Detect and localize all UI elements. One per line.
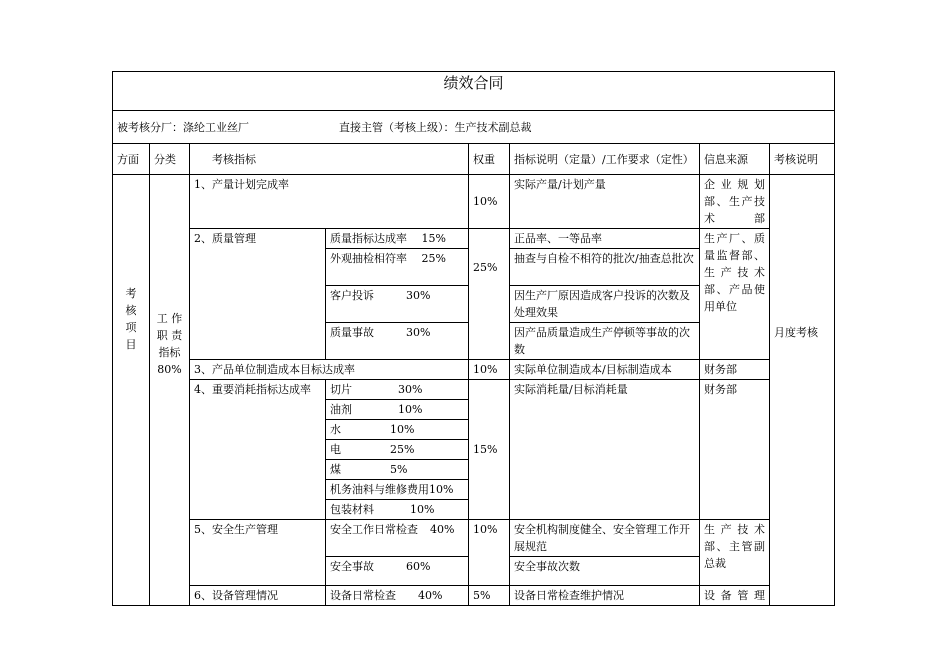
sub-item xyxy=(326,323,469,360)
desc-2-1: 正品率、一等品率 xyxy=(510,229,700,249)
header-description: 指标说明（定量）/工作要求（定性） xyxy=(510,144,700,175)
desc-6: 设备日常检查维护情况 xyxy=(510,586,700,606)
weight-6: 5% xyxy=(469,586,510,606)
source-6: 设 备 管 理 xyxy=(700,586,770,606)
direct-supervisor: 直接主管（考核上级）：生产技术副总裁 xyxy=(339,120,532,134)
sub-item xyxy=(326,249,469,286)
desc-5-1: 安全机构制度健全、安全管理工作开展规范 xyxy=(510,520,700,557)
header-source: 信息来源 xyxy=(700,144,770,175)
sub-item xyxy=(326,286,469,323)
sub-name: 外观抽检相符率 xyxy=(330,252,407,265)
performance-contract-table xyxy=(112,71,835,606)
table-row xyxy=(113,380,835,400)
sub-name: 质量指标达成率 xyxy=(330,232,407,245)
sub-item xyxy=(326,420,469,440)
note-cell: 月度考核 xyxy=(770,175,835,606)
sub-pct: 25% xyxy=(390,443,415,456)
sub-name: 电 xyxy=(330,443,341,456)
indicator-1: 1、产量计划完成率 xyxy=(190,175,469,229)
source-5: 生 产 技 术部、主管副总裁 xyxy=(700,520,770,586)
desc-5-2: 安全事故次数 xyxy=(510,557,700,586)
sub-item xyxy=(326,586,469,606)
sub-item xyxy=(326,380,469,400)
source-3: 财务部 xyxy=(700,360,770,380)
category-line: 指标 xyxy=(158,346,181,359)
category-cell xyxy=(150,175,190,606)
desc-2-2: 抽查与自检不相符的批次/抽查总批次 xyxy=(510,249,700,286)
sub-pct: 10% xyxy=(398,403,423,416)
header-weight: 权重 xyxy=(469,144,510,175)
indicator-6: 6、设备管理情况 xyxy=(190,586,326,606)
table-row xyxy=(113,586,835,606)
weight-2: 25% xyxy=(469,229,510,360)
indicator-3: 3、产品单位制造成本目标达成率 xyxy=(190,360,469,380)
contract-title: 绩效合同 xyxy=(113,72,835,111)
category-line: 80% xyxy=(157,363,182,376)
aspect-cell xyxy=(113,175,150,606)
sub-pct: 30% xyxy=(398,383,423,396)
sub-name: 安全工作日常检查 xyxy=(330,523,418,536)
sub-name: 设备日常检查 xyxy=(330,589,396,602)
weight-3: 10% xyxy=(469,360,510,380)
assessed-branch: 被考核分厂：涤纶工业丝厂 xyxy=(117,120,249,134)
sub-pct: 60% xyxy=(406,560,431,573)
aspect-char: 项 xyxy=(125,321,137,334)
sub-pct: 10% xyxy=(410,503,435,516)
sub-item xyxy=(326,400,469,420)
aspect-char: 核 xyxy=(125,304,137,317)
sub-item xyxy=(326,500,469,520)
category-line: 职 责 xyxy=(156,329,183,342)
sub-name: 机务油料与维修费用 xyxy=(330,483,429,496)
sub-name: 切片 xyxy=(330,383,352,396)
sub-pct: 40% xyxy=(418,589,443,602)
sub-name: 油剂 xyxy=(330,403,352,416)
table-row xyxy=(113,520,835,557)
weight-5: 10% xyxy=(469,520,510,586)
sub-item xyxy=(326,440,469,460)
sub-name: 安全事故 xyxy=(330,560,374,573)
sub-pct: 30% xyxy=(406,289,431,302)
table-row xyxy=(113,175,835,229)
sub-item xyxy=(326,229,469,249)
sub-pct: 10% xyxy=(390,423,415,436)
desc-1: 实际产量/计划产量 xyxy=(510,175,700,229)
weight-1: 10% xyxy=(469,175,510,229)
source-1: 企 业 规 划部、生产技术部 xyxy=(700,175,770,229)
contract-info-row xyxy=(113,111,835,144)
desc-4: 实际消耗量/目标消耗量 xyxy=(510,380,700,520)
aspect-char: 考 xyxy=(125,287,137,300)
desc-2-3: 因生产厂原因造成客户投诉的次数及处理效果 xyxy=(510,286,700,323)
sub-pct: 5% xyxy=(390,463,408,476)
sub-pct: 30% xyxy=(406,326,431,339)
desc-3: 实际单位制造成本/目标制造成本 xyxy=(510,360,700,380)
header-category: 分类 xyxy=(150,144,190,175)
sub-name: 客户投诉 xyxy=(330,289,374,302)
sub-item xyxy=(326,460,469,480)
sub-pct: 10% xyxy=(429,483,454,496)
sub-name: 质量事故 xyxy=(330,326,374,339)
aspect-char: 目 xyxy=(125,338,137,351)
desc-2-4: 因产品质量造成生产停顿等事故的次数 xyxy=(510,323,700,360)
source-2: 生产厂、质量监督部、生 产 技 术部、产品使用单位 xyxy=(700,229,770,360)
sub-item xyxy=(326,480,469,500)
indicator-5: 5、安全生产管理 xyxy=(190,520,326,586)
indicator-4: 4、重要消耗指标达成率 xyxy=(190,380,326,520)
indicator-2: 2、质量管理 xyxy=(190,229,326,360)
sub-name: 包装材料 xyxy=(330,503,374,516)
weight-4: 15% xyxy=(469,380,510,520)
sub-pct: 25% xyxy=(421,252,446,265)
header-note: 考核说明 xyxy=(770,144,835,175)
category-line: 工 作 xyxy=(156,312,183,325)
source-4: 财务部 xyxy=(700,380,770,520)
header-indicator: 考核指标 xyxy=(190,144,469,175)
sub-name: 煤 xyxy=(330,463,341,476)
table-row xyxy=(113,360,835,380)
sub-pct: 40% xyxy=(430,523,455,536)
sub-item xyxy=(326,557,469,586)
sub-item xyxy=(326,520,469,557)
header-row xyxy=(113,144,835,175)
table-row xyxy=(113,229,835,249)
sub-name: 水 xyxy=(330,423,341,436)
sub-pct: 15% xyxy=(421,232,446,245)
header-aspect: 方面 xyxy=(113,144,150,175)
